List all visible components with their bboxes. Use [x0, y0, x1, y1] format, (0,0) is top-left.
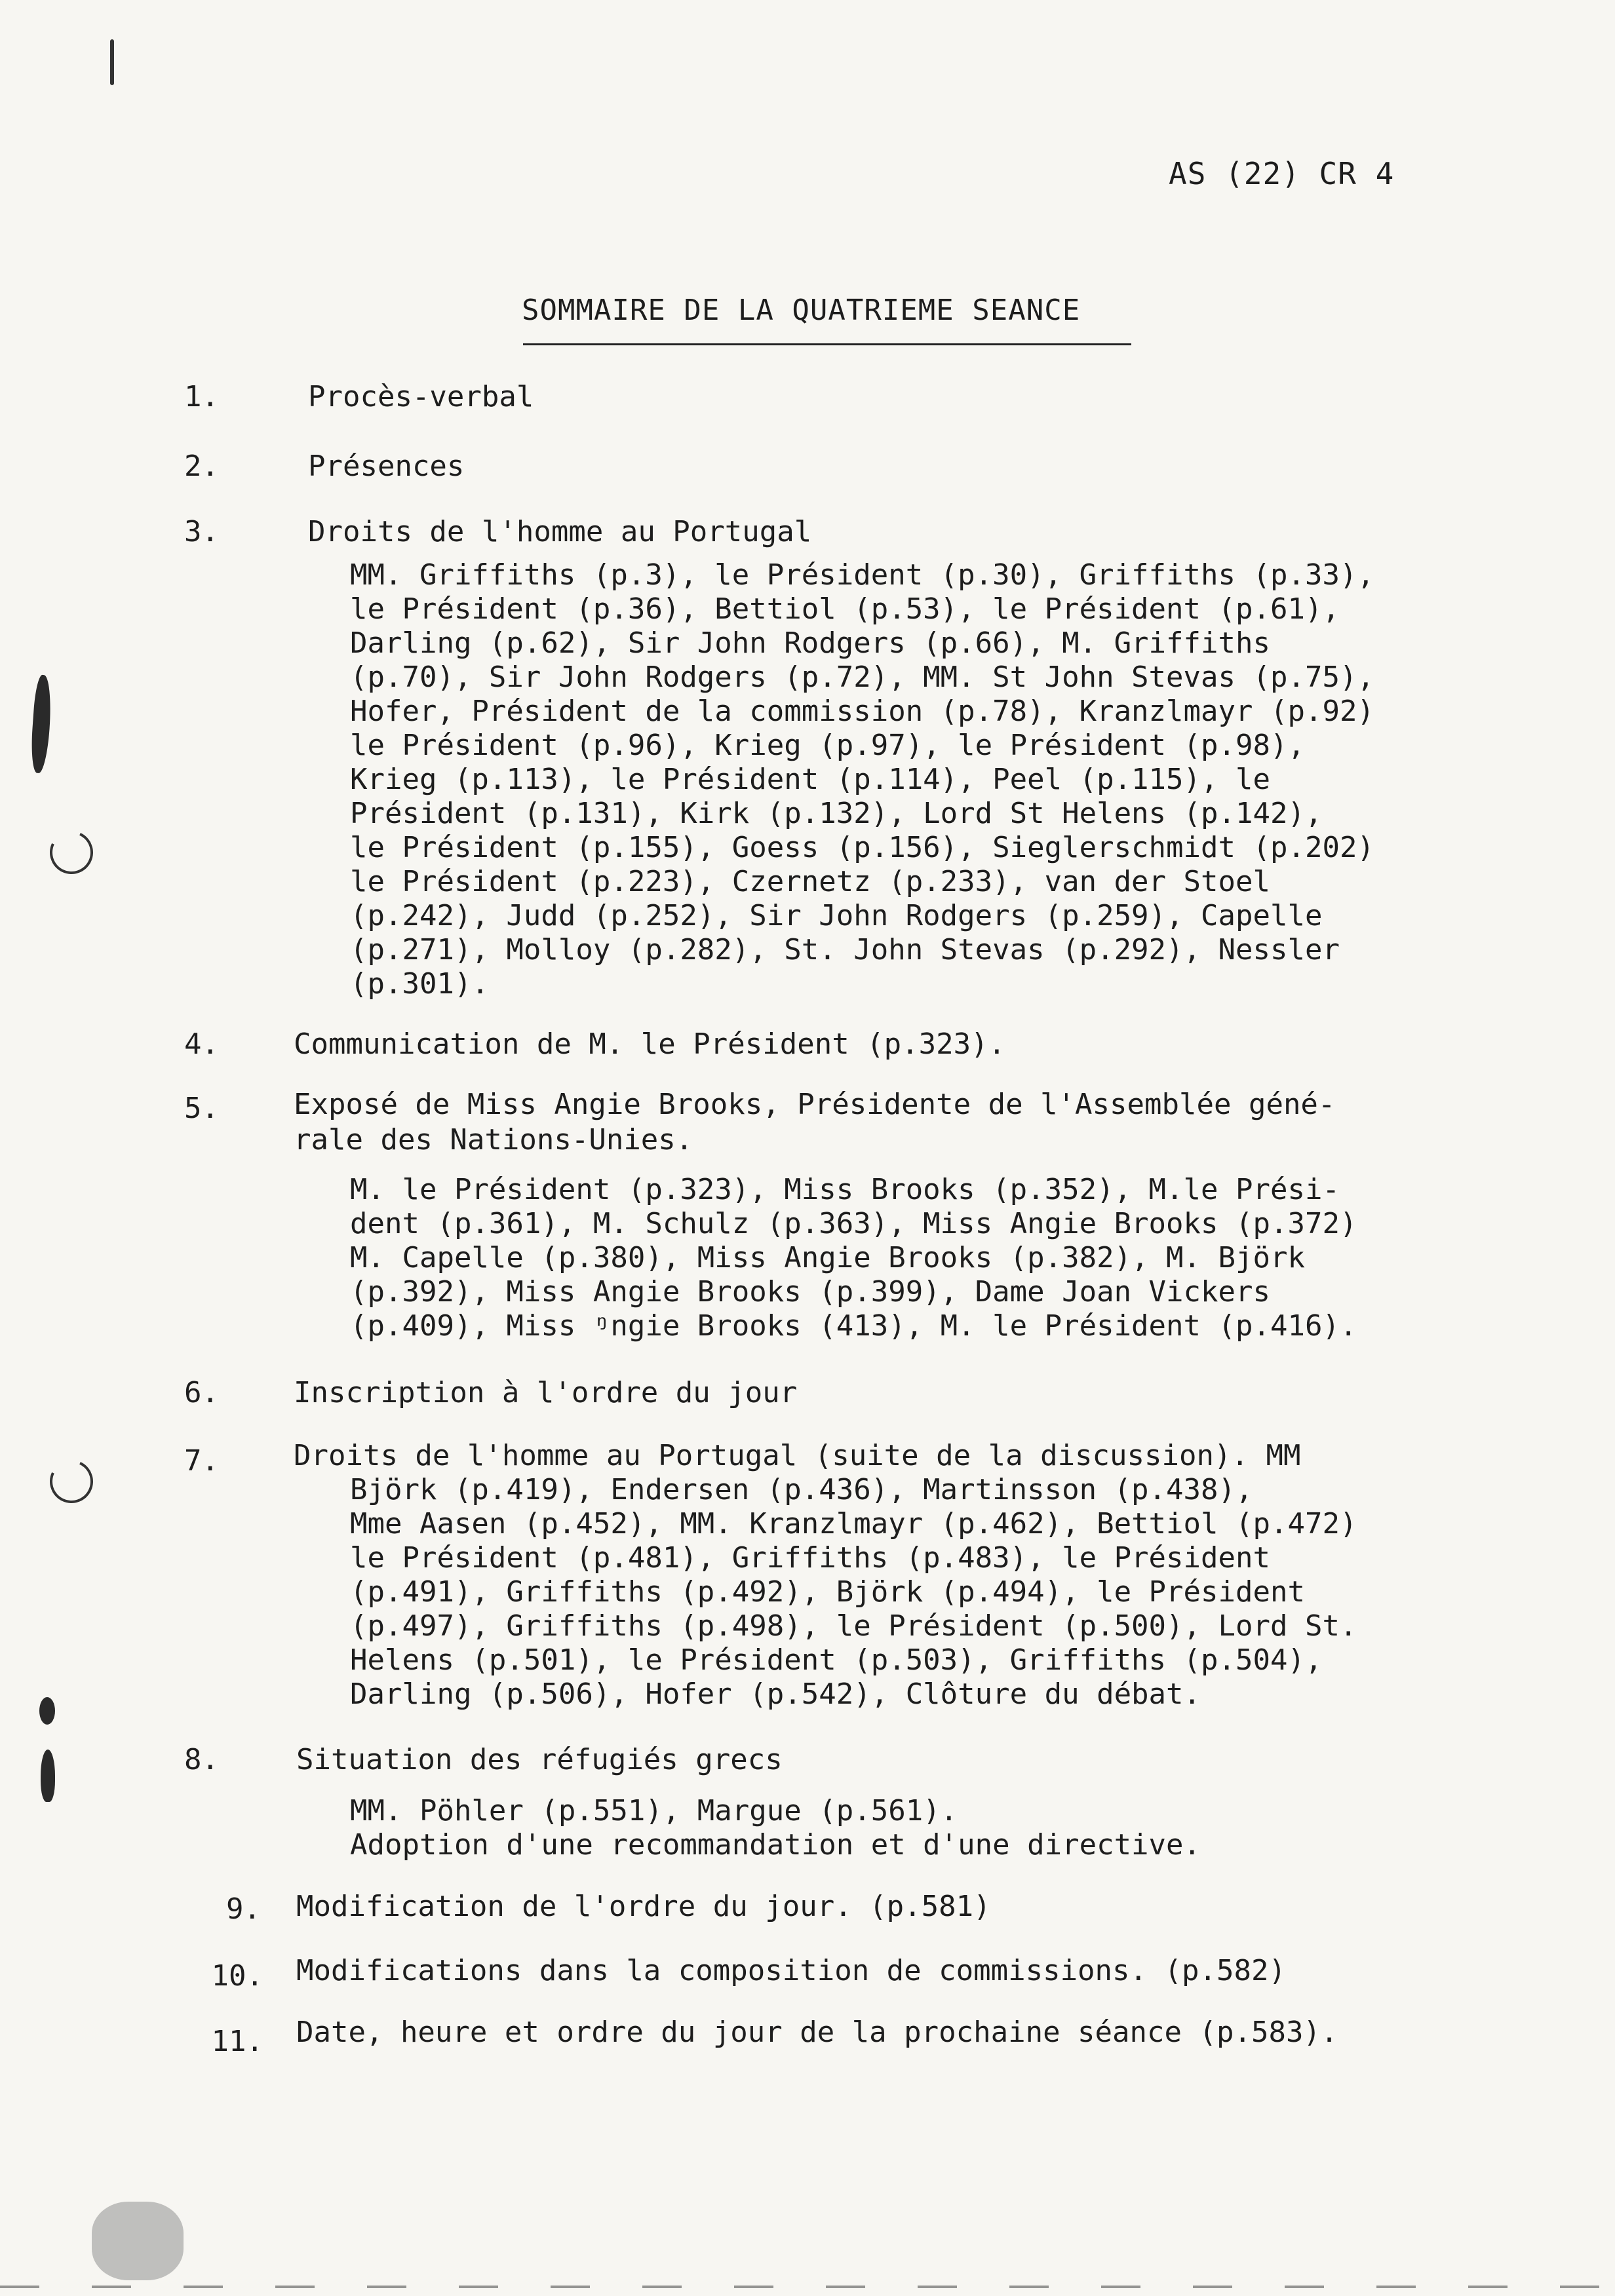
- margin-mark-ink-2: [39, 1697, 55, 1725]
- speaker-line: (p.491), Griffiths (p.492), Björk (p.494), le Président: [350, 1575, 1305, 1609]
- item-number: 3.: [184, 515, 219, 548]
- item-text: Modification de l'ordre du jour. (p.581): [296, 1890, 991, 1923]
- item-number: 10.: [211, 1959, 263, 1993]
- item-text: Présences: [308, 450, 465, 483]
- speaker-line: Président (p.131), Kirk (p.132), Lord St Helens (p.142),: [350, 797, 1323, 830]
- item-number: 6.: [184, 1376, 219, 1409]
- item-number: 4.: [184, 1027, 219, 1061]
- item-number: 2.: [184, 450, 219, 483]
- speaker-line: Helens (p.501), le Président (p.503), Griffiths (p.504),: [350, 1643, 1323, 1677]
- speaker-line: Darling (p.506), Hofer (p.542), Clôture du débat.: [350, 1677, 1201, 1711]
- speaker-line: Adoption d'une recommandation et d'une directive.: [350, 1828, 1201, 1862]
- item-text: Droits de l'homme au Portugal: [308, 515, 812, 548]
- page-title: SOMMAIRE DE LA QUATRIEME SEANCE: [522, 294, 1081, 327]
- speaker-line: Hofer, Président de la commission (p.78), Kranzlmayr (p.92): [350, 695, 1374, 728]
- margin-mark-ink-1: [29, 674, 53, 773]
- item-number: 1.: [184, 380, 219, 413]
- corner-smudge: [92, 2202, 184, 2280]
- speaker-line: le Président (p.155), Goess (p.156), Sieglerschmidt (p.202): [350, 831, 1374, 864]
- margin-mark-top: [110, 39, 114, 85]
- speaker-line: le Président (p.96), Krieg (p.97), le Président (p.98),: [350, 729, 1305, 762]
- title-underline: [523, 343, 1131, 345]
- speaker-line: (p.392), Miss Angie Brooks (p.399), Dame Joan Vickers: [350, 1275, 1270, 1309]
- punch-hole-middle: [44, 1454, 100, 1510]
- speaker-line: (p.271), Molloy (p.282), St. John Stevas (p.292), Nessler: [350, 933, 1340, 966]
- speaker-line: Björk (p.419), Endersen (p.436), Martinsson (p.438),: [350, 1473, 1253, 1506]
- speaker-line: Mme Aasen (p.452), MM. Kranzlmayr (p.462), Bettiol (p.472): [350, 1507, 1357, 1540]
- speaker-line: (p.409), Miss ᵑngie Brooks (413), M. le Président (p.416).: [350, 1309, 1357, 1343]
- item-number: 9.: [226, 1892, 261, 1926]
- speaker-line: le Président (p.481), Griffiths (p.483), le Président: [350, 1541, 1270, 1575]
- speaker-line: Krieg (p.113), le Président (p.114), Peel (p.115), le: [350, 763, 1270, 796]
- item-text: Date, heure et ordre du jour de la prochaine séance (p.583).: [296, 2016, 1338, 2049]
- item-text: Communication de M. le Président (p.323).: [294, 1027, 1006, 1061]
- item-text: Situation des réfugiés grecs: [296, 1743, 783, 1776]
- item-text: Inscription à l'ordre du jour: [294, 1376, 798, 1409]
- document-reference: AS (22) CR 4: [1169, 156, 1395, 191]
- speaker-line: MM. Pöhler (p.551), Margue (p.561).: [350, 1794, 958, 1827]
- speaker-line: dent (p.361), M. Schulz (p.363), Miss Angie Brooks (p.372): [350, 1207, 1357, 1240]
- speaker-line: MM. Griffiths (p.3), le Président (p.30), Griffiths (p.33),: [350, 558, 1374, 592]
- speaker-line: (p.242), Judd (p.252), Sir John Rodgers (p.259), Capelle: [350, 899, 1323, 932]
- speaker-line: (p.301).: [350, 967, 489, 1001]
- item-number: 5.: [184, 1092, 219, 1125]
- item-text: Droits de l'homme au Portugal (suite de la discussion). MM: [294, 1439, 1301, 1472]
- speaker-line: (p.497), Griffiths (p.498), le Président (p.500), Lord St.: [350, 1609, 1357, 1643]
- speaker-line: M. le Président (p.323), Miss Brooks (p.352), M.le Prési-: [350, 1173, 1340, 1206]
- item-number: 11.: [211, 2025, 263, 2058]
- speaker-line: le Président (p.223), Czernetz (p.233), van der Stoel: [350, 865, 1270, 898]
- speaker-line: le Président (p.36), Bettiol (p.53), le Président (p.61),: [350, 592, 1340, 626]
- margin-mark-ink-3: [41, 1750, 55, 1802]
- item-text-continued: rale des Nations-Unies.: [294, 1123, 693, 1157]
- speaker-line: (p.70), Sir John Rodgers (p.72), MM. St John Stevas (p.75),: [350, 660, 1374, 694]
- speaker-line: Darling (p.62), Sir John Rodgers (p.66), M. Griffiths: [350, 626, 1270, 660]
- speaker-line: M. Capelle (p.380), Miss Angie Brooks (p.382), M. Björk: [350, 1241, 1305, 1274]
- item-number: 8.: [184, 1743, 219, 1776]
- item-text: Exposé de Miss Angie Brooks, Présidente de l'Assemblée géné-: [294, 1088, 1336, 1121]
- item-text: Modifications dans la composition de commissions. (p.582): [296, 1954, 1286, 1987]
- item-number: 7.: [184, 1444, 219, 1478]
- bottom-edge-marks: [0, 2286, 1615, 2288]
- punch-hole-top: [44, 825, 100, 881]
- item-text: Procès-verbal: [308, 380, 534, 413]
